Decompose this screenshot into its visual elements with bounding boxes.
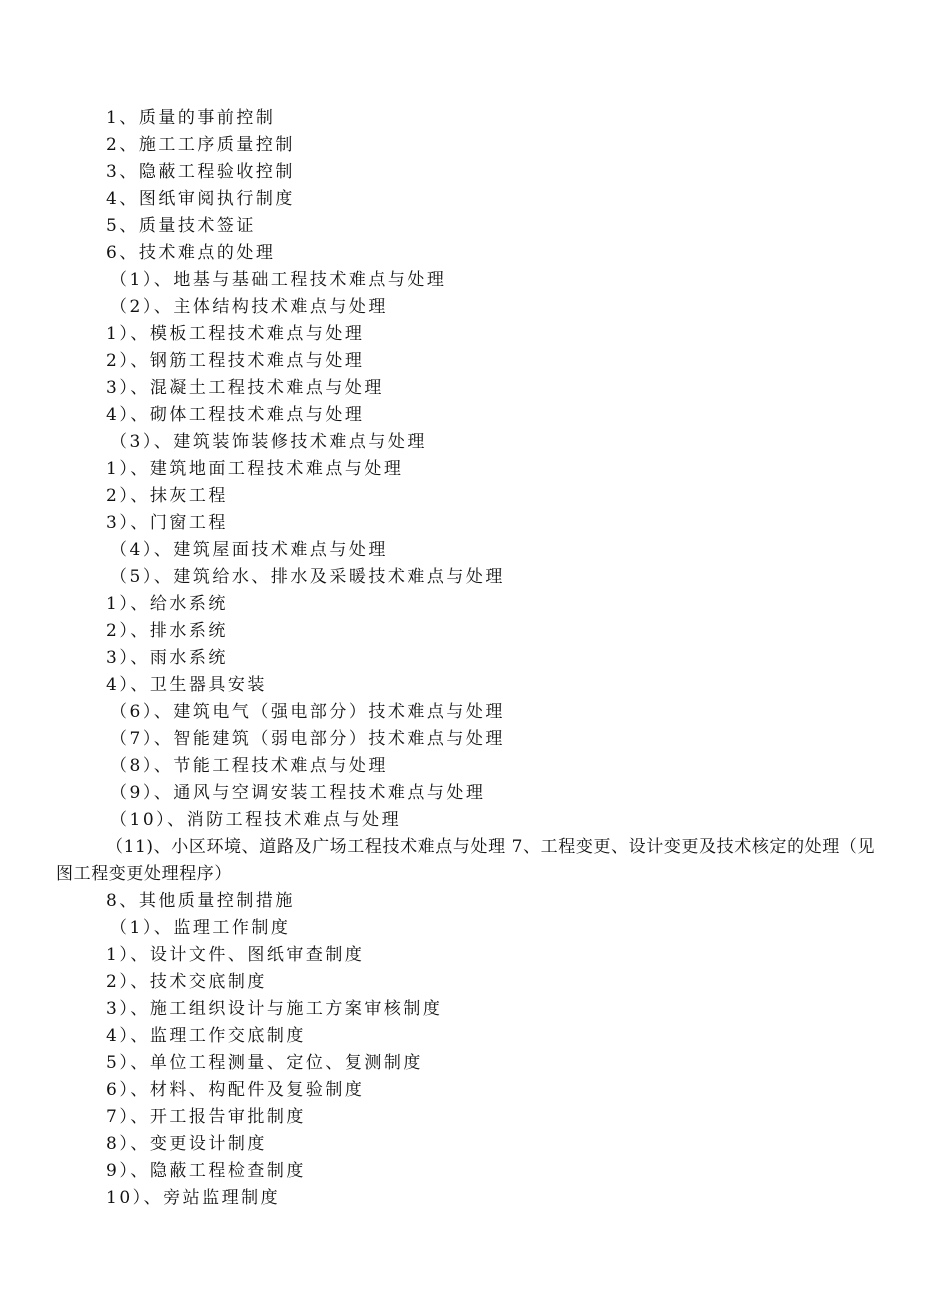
outline-line: 5）、单位工程测量、定位、复测制度 xyxy=(106,1053,423,1073)
outline-section-2 xyxy=(0,888,950,1212)
outline-line: 7）、开工报告审批制度 xyxy=(106,1107,306,1127)
outline-line: 1、质量的事前控制 xyxy=(106,108,276,128)
outline-line: 3）、门窗工程 xyxy=(106,513,228,533)
outline-line: 2、施工工序质量控制 xyxy=(106,135,295,155)
outline-line: 4）、监理工作交底制度 xyxy=(106,1026,306,1046)
outline-line: （9）、通风与空调安装工程技术难点与处理 xyxy=(110,783,486,803)
outline-line: 6）、材料、构配件及复验制度 xyxy=(106,1080,365,1100)
outline-line: 9）、隐蔽工程检查制度 xyxy=(106,1161,306,1181)
outline-line: （2）、主体结构技术难点与处理 xyxy=(110,297,388,317)
document-page xyxy=(0,105,950,1212)
outline-line: 3、隐蔽工程验收控制 xyxy=(106,162,295,182)
outline-line: 8）、变更设计制度 xyxy=(106,1134,267,1154)
outline-line: 2）、钢筋工程技术难点与处理 xyxy=(106,351,365,371)
outline-section-1 xyxy=(0,105,950,834)
outline-line: 10）、旁站监理制度 xyxy=(106,1188,281,1208)
outline-line: 5、质量技术签证 xyxy=(106,216,256,236)
outline-line: 2）、技术交底制度 xyxy=(106,972,267,992)
outline-line: （4）、建筑屋面技术难点与处理 xyxy=(110,540,388,560)
outline-line: 2）、排水系统 xyxy=(106,621,228,641)
outline-line: 1）、建筑地面工程技术难点与处理 xyxy=(106,459,404,479)
outline-line: 8、其他质量控制措施 xyxy=(106,891,295,911)
outline-line: （7）、智能建筑（弱电部分）技术难点与处理 xyxy=(110,729,505,749)
outline-line: 1）、设计文件、图纸审查制度 xyxy=(106,945,365,965)
outline-line: 2）、抹灰工程 xyxy=(106,486,228,506)
outline-line: （10）、消防工程技术难点与处理 xyxy=(110,810,402,830)
outline-line: 3）、混凝土工程技术难点与处理 xyxy=(106,378,384,398)
outline-line: 1）、模板工程技术难点与处理 xyxy=(106,324,365,344)
outline-line: 4）、砌体工程技术难点与处理 xyxy=(106,405,365,425)
outline-line: 4、图纸审阅执行制度 xyxy=(106,189,295,209)
outline-line: （3）、建筑装饰装修技术难点与处理 xyxy=(110,432,427,452)
outline-line: （8）、节能工程技术难点与处理 xyxy=(110,756,388,776)
outline-line: 1）、给水系统 xyxy=(106,594,228,614)
outline-line: 3）、雨水系统 xyxy=(106,648,228,668)
outline-line: （1）、监理工作制度 xyxy=(110,918,291,938)
outline-line: 3）、施工组织设计与施工方案审核制度 xyxy=(106,999,443,1019)
outline-line: （1）、地基与基础工程技术难点与处理 xyxy=(110,270,447,290)
outline-line: （5）、建筑给水、排水及采暖技术难点与处理 xyxy=(110,567,505,587)
paragraph-item-11-and-7: （11)、小区环境、道路及广场工程技术难点与处理 7、工程变更、设计变更及技术核定的处理（见图工程变更处理程序） xyxy=(56,837,876,884)
outline-line: 6、技术难点的处理 xyxy=(106,243,276,263)
outline-line: （6）、建筑电气（强电部分）技术难点与处理 xyxy=(110,702,505,722)
outline-line: 4）、卫生器具安装 xyxy=(106,675,267,695)
